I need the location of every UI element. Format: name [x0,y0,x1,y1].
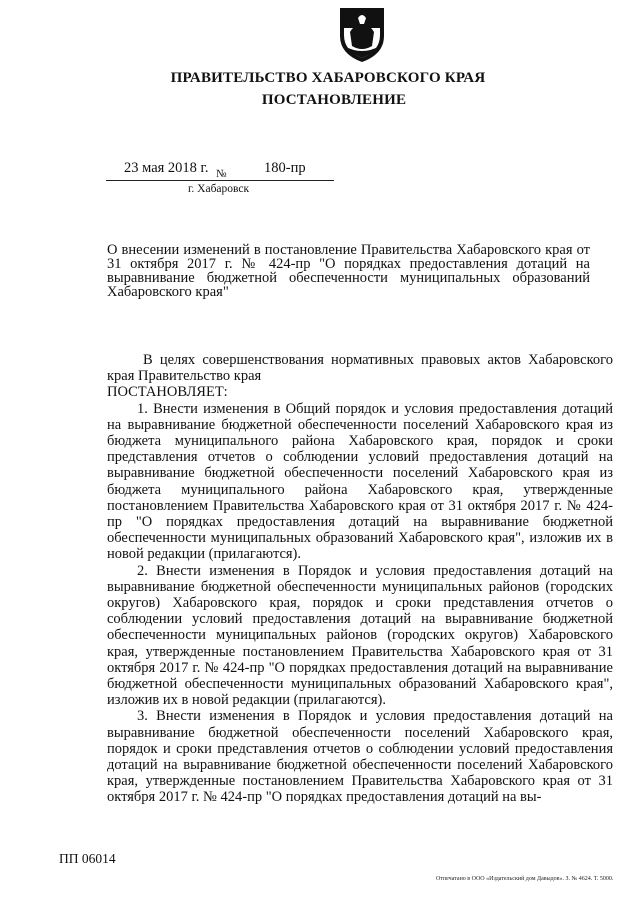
list-item: 1. Внести изменения в Общий порядок и условия предоставления дотаций на выравнивание бюджетной обеспеченности поселений Хабаровского края из бюджета муниципального района Хабаровского края, порядок и сроки представления отчетов о соблюдении условий предоставления дотаций на выравнивание бюджетной обеспеченности поселений Хабаровского края из бюджета муниципального района Хабаровского края, утвержденные постановлением Правительства Хабаровского края от 31 октября 2017 г. № 424-пр "О порядках предоставления дотаций на выравнивание бюджетной обеспеченности муниципальных образований Хабаровского края", изложив их в новой редакции (прилагаются). [107,400,613,563]
document-code: ПП 06014 [59,851,116,866]
coat-of-arms-icon [336,6,388,64]
document-body [107,352,613,806]
document-subject: О внесении изменений в постановление Правительства Хабаровского края от 31 октября 2017 г. № 424-пр "О порядках предоставления дотаций на выравнивание бюджетной обеспеченности муниципальных образований Хабаровского края" [107,242,590,300]
list-item: 2. Внести изменения в Порядок и условия предоставления дотаций на выравнивание бюджетной обеспеченности муниципальных районов (городских округов) Хабаровского края, порядок и сроки представления отчетов о соблюдении условий предоставления дотаций на выравнивание бюджетной обеспеченности муниципальных районов (городских округов) Хабаровского края, утвержденные постановлением Правительства Хабаровского края от 31 октября 2017 г. № 424-пр "О порядках предоставления дотаций на выравнивание бюджетной обеспеченности муниципальных образований Хабаровского края", изложив их в новой редакции (прилагаются). [107,562,613,709]
document-city: г. Хабаровск [188,183,250,195]
document-date: 23 мая 2018 г. [124,160,209,176]
organization-name: ПРАВИТЕЛЬСТВО ХАБАРОВСКОГО КРАЯ [170,70,486,86]
document-type: ПОСТАНОВЛЕНИЕ [261,92,407,108]
document-number: 180-пр [264,160,306,176]
intro-paragraph: В целях совершенствования нормативных правовых актов Хабаровского края Правительство края [107,352,613,385]
number-sign: № [216,168,227,180]
print-info: Отпечатано в ООО «Издательский дом Давыдов». З. № 4624. Т. 5000. [436,876,614,882]
list-item: 3. Внести изменения в Порядок и условия предоставления дотаций на выравнивание бюджетной обеспеченности поселений Хабаровского края, порядок и сроки представления отчетов о соблюдении условий предоставления дотаций на выравнивание бюджетной обеспеченности поселений Хабаровского края, утвержденные постановлением Правительства Хабаровского края от 31 октября 2017 г. № 424-пр "О порядках предоставления дотаций на вы- [107,708,613,806]
date-underline [106,180,334,181]
resolves-heading: ПОСТАНОВЛЯЕТ: [107,384,228,401]
